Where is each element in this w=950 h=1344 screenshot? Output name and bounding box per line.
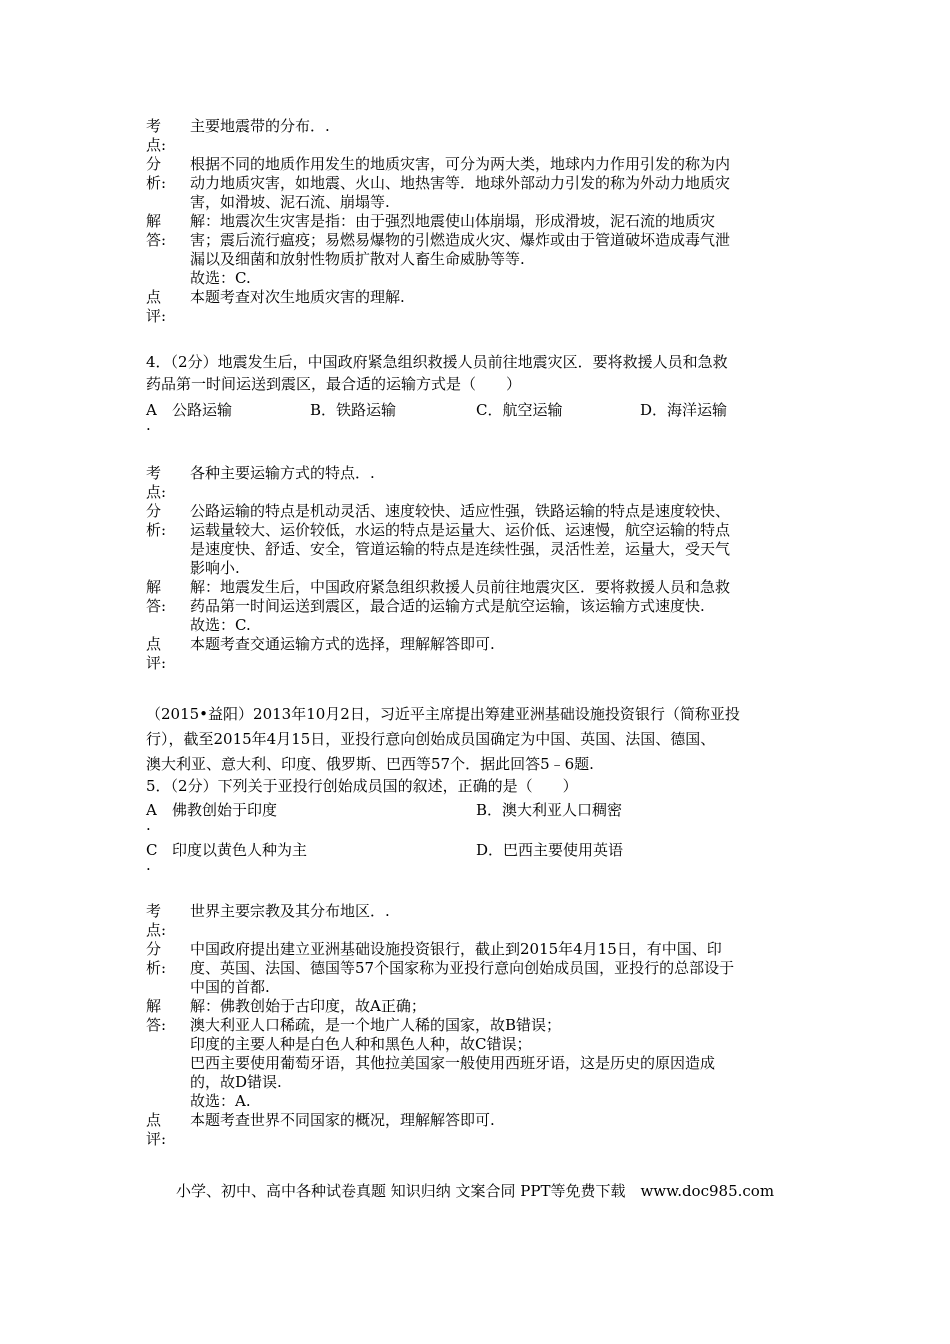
- kaodian-label: 考 点:: [146, 464, 167, 501]
- kaodian-label: 考 点:: [146, 902, 167, 939]
- analysis-block-q5: [146, 902, 806, 1149]
- option-a: 公路运输: [172, 401, 233, 419]
- kaodian-label: 考 点:: [146, 117, 167, 154]
- option-row-cd: [146, 839, 806, 879]
- question-5-stem: 5．（2分）下列关于亚投行创始成员国的叙述，正确的是（ ）: [146, 777, 578, 795]
- option-b: B．澳大利亚人口稠密: [476, 801, 623, 819]
- question-4-options: [146, 399, 806, 434]
- question-4-stem: 4．（2分）地震发生后，中国政府紧急组织救援人员前往地震灾区．要将救援人员和急救 药品第一时间运送到震区，最合适的运输方式是（ ）: [146, 353, 728, 393]
- fenxi-row: [146, 155, 806, 212]
- fenxi-text: 中国政府提出建立亚洲基础设施投资银行，截止到2015年4月15日，有中国、印 度、英国、法国、德国等57个国家称为亚投行意向创始成员国，亚投行的总部设于 中国的首都.: [190, 940, 735, 996]
- question-5-options: [146, 799, 806, 879]
- jieda-text: 解：佛教创始于古印度，故A正确； 澳大利亚人口稀疏，是一个地广人稀的国家，故B错误； 印度的主要人种是白色人种和黑色人种，故C错误； 巴西主要使用葡萄牙语，其他拉美国家一般使用西班牙语，这是历史的原因造成 的，故D错误. 故选：A.: [190, 997, 716, 1110]
- option-c: 印度以黄色人种为主: [172, 841, 308, 859]
- fenxi-row: [146, 502, 806, 578]
- fenxi-label: 分 析:: [146, 502, 167, 539]
- option-a-letter: A: [146, 801, 157, 819]
- dianping-text: 本题考查对次生地质灾害的理解.: [190, 288, 405, 306]
- kaodian-row: [146, 464, 806, 502]
- option-a-letter: A: [146, 401, 157, 419]
- jieda-row: [146, 997, 806, 1111]
- kaodian-text: 各种主要运输方式的特点．.: [190, 464, 375, 482]
- option-c-letter: C: [146, 841, 158, 859]
- option-dot: .: [146, 856, 151, 874]
- option-b: B．铁路运输: [310, 401, 397, 419]
- dianping-text: 本题考查交通运输方式的选择，理解解答即可.: [190, 635, 495, 653]
- dianping-label: 点 评:: [146, 288, 167, 325]
- dianping-row: [146, 288, 806, 326]
- analysis-block-q3: [146, 117, 806, 326]
- option-dot: .: [146, 416, 151, 434]
- kaodian-text: 主要地震带的分布．.: [190, 117, 330, 135]
- kaodian-row: [146, 902, 806, 940]
- option-row: [146, 399, 806, 434]
- kaodian-text: 世界主要宗教及其分布地区．.: [190, 902, 390, 920]
- fenxi-row: [146, 940, 806, 997]
- dianping-label: 点 评:: [146, 635, 167, 672]
- fenxi-label: 分 析:: [146, 940, 167, 977]
- fenxi-label: 分 析:: [146, 155, 167, 192]
- option-a: 佛教创始于印度: [172, 801, 278, 819]
- jieda-label: 解 答:: [146, 212, 167, 249]
- option-c: C．航空运输: [476, 401, 563, 419]
- option-row-ab: [146, 799, 806, 839]
- kaodian-row: [146, 117, 806, 155]
- jieda-text: 解：地震发生后，中国政府紧急组织救援人员前往地震灾区．要将救援人员和急救 药品第一时间运送到震区，最合适的运输方式是航空运输，该运输方式速度快. 故选：C.: [190, 578, 731, 634]
- material-intro: （2015•益阳）2013年10月2日，习近平主席提出筹建亚洲基础设施投资银行（简称亚投 行），截至2015年4月15日，亚投行意向创始成员国确定为中国、英国、法国、德国、 澳大利亚、意大利、印度、俄罗斯、巴西等57个．据此回答5﹣6题.: [146, 705, 740, 773]
- jieda-row: [146, 578, 806, 635]
- dianping-row: [146, 635, 806, 673]
- dianping-text: 本题考查世界不同国家的概况，理解解答即可.: [190, 1111, 495, 1129]
- dianping-row: [146, 1111, 806, 1149]
- jieda-text: 解：地震次生灾害是指：由于强烈地震使山体崩塌，形成滑坡，泥石流的地质灾 害；震后流行瘟疫；易燃易爆物的引燃造成火灾、爆炸或由于管道破坏造成毒气泄 漏以及细菌和放射性物质扩散对人畜生命威胁等等. 故选：C.: [190, 212, 731, 287]
- fenxi-text: 公路运输的特点是机动灵活、速度较快、适应性强，铁路运输的特点是速度较快、 运载量较大、运价较低，水运的特点是运量大、运价低、运速慢，航空运输的特点 是速度快、舒适、安全，管道运输的特点是连续性强，灵活性差，运量大，受天气 影响小.: [190, 502, 731, 577]
- dianping-label: 点 评:: [146, 1111, 167, 1148]
- jieda-row: [146, 212, 806, 288]
- jieda-label: 解 答:: [146, 578, 167, 615]
- fenxi-text: 根据不同的地质作用发生的地质灾害，可分为两大类，地球内力作用引发的称为内 动力地质灾害，如地震、火山、地热害等．地球外部动力引发的称为外动力地质灾 害，如滑坡、泥石流、崩塌等.: [190, 155, 731, 211]
- option-d: D．巴西主要使用英语: [476, 841, 624, 859]
- analysis-block-q4: [146, 464, 806, 673]
- jieda-label: 解 答:: [146, 997, 167, 1034]
- page-footer: 小学、初中、高中各种试卷真题 知识归纳 文案合同 PPT等免费下载 www.doc985.com: [175, 1182, 775, 1200]
- option-dot: .: [146, 816, 151, 834]
- option-d: D．海洋运输: [640, 401, 728, 419]
